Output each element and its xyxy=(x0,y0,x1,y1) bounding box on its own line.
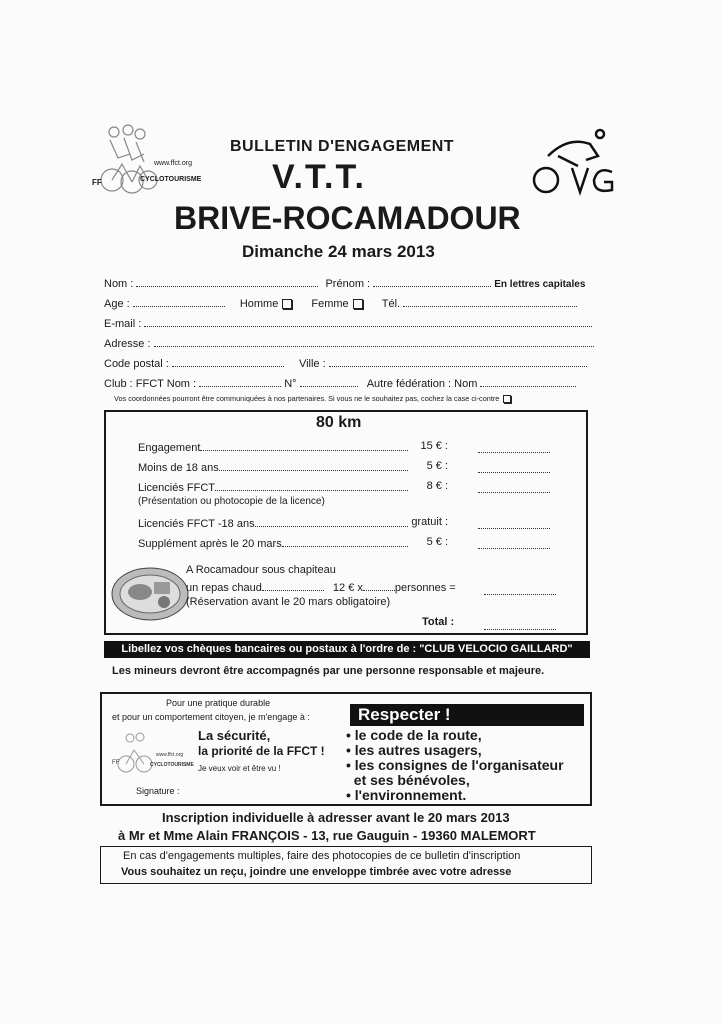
cheques-bar: Libellez vos chèques bancaires ou postaux à l'ordre de : "CLUB VELOCIO GAILLARD" xyxy=(104,641,590,658)
footer-line2: à Mr et Mme Alain FRANÇOIS - 13, rue Gauguin - 19360 MALEMORT xyxy=(118,828,536,843)
prenom-field[interactable] xyxy=(373,276,491,287)
svg-text:www.ffct.org: www.ffct.org xyxy=(156,752,184,758)
partners-note: Vos coordonnées pourront être communiquées à nos partenaires. Si vous ne le souhaitez pas, cochez la case ci-contre xyxy=(114,394,500,403)
price-label: Supplément après le 20 mars xyxy=(138,538,282,550)
charter-intro2: et pour un comportement citoyen, je m'engage à : xyxy=(112,712,310,722)
svg-text:FF: FF xyxy=(112,760,120,766)
partners-checkbox[interactable] xyxy=(503,395,511,403)
meal-amount-field[interactable] xyxy=(484,584,556,595)
ffct-small-logo-icon xyxy=(112,730,202,774)
price-label: Licenciés FFCT xyxy=(138,482,216,494)
email-field[interactable] xyxy=(144,316,592,327)
price-label: Licenciés FFCT -18 ans xyxy=(138,518,255,530)
capitales-note: En lettres capitales xyxy=(494,279,586,290)
club-row xyxy=(104,376,576,390)
price-value: 5 € : xyxy=(426,536,448,548)
club-label: Club : FFCT Nom : xyxy=(104,378,197,390)
email-row xyxy=(104,316,592,330)
ville-field[interactable] xyxy=(329,356,587,367)
nom-field[interactable] xyxy=(136,276,318,287)
price-amount-field[interactable] xyxy=(478,538,550,549)
vtt-title: V.T.T. xyxy=(272,158,366,196)
charter-intro1: Pour une pratique durable xyxy=(166,698,271,708)
email-label: E-mail : xyxy=(104,318,142,330)
total-label: Total : xyxy=(422,616,455,628)
adresse-label: Adresse : xyxy=(104,338,151,350)
tel-label: Tél. xyxy=(381,298,401,310)
cvg-logo-text xyxy=(528,126,530,127)
price-row xyxy=(138,480,578,494)
respecter-item: • les autres usagers, xyxy=(346,742,482,758)
ffct-url: www.ffct.org xyxy=(154,160,192,167)
price-dots xyxy=(200,440,408,451)
nom-row xyxy=(104,276,585,290)
price-dots xyxy=(219,460,408,471)
price-dots xyxy=(255,516,408,527)
price-amount-field[interactable] xyxy=(478,442,550,453)
homme-label: Homme xyxy=(239,298,279,310)
price-label: Moins de 18 ans xyxy=(138,462,219,474)
homme-checkbox[interactable] xyxy=(282,299,292,309)
svg-text:CYCLOTOURISME: CYCLOTOURISME xyxy=(150,762,194,768)
footer-box xyxy=(100,846,592,884)
price-amount-field[interactable] xyxy=(478,482,550,493)
price-value: 8 € : xyxy=(426,480,448,492)
recu-note: Vous souhaitez un reçu, joindre une enveloppe timbrée avec votre adresse xyxy=(121,866,512,878)
age-row xyxy=(104,296,577,310)
cp-row xyxy=(104,356,587,370)
nom-label: Nom : xyxy=(104,278,134,290)
meal-line2: un repas chaud xyxy=(186,582,262,594)
voir-note: Je veux voir et être vu ! xyxy=(198,764,281,773)
age-field[interactable] xyxy=(133,296,225,307)
licence-note: (Présentation ou photocopie de la licence) xyxy=(138,496,325,507)
cp-field[interactable] xyxy=(172,356,284,367)
price-row xyxy=(138,516,578,530)
price-row xyxy=(138,440,578,454)
distance-title: 80 km xyxy=(316,414,362,431)
signature-label: Signature : xyxy=(136,786,180,796)
price-value: 5 € : xyxy=(426,460,448,472)
respecter-item: • le code de la route, xyxy=(346,727,482,743)
price-value: 15 € : xyxy=(420,440,448,452)
meal-persons: personnes = xyxy=(394,582,456,594)
meal-line2-row xyxy=(186,580,456,594)
price-dots xyxy=(282,536,408,547)
securite-line2: la priorité de la FFCT ! xyxy=(198,744,325,758)
autre-label: Autre fédération : Nom xyxy=(366,378,478,390)
cp-label: Code postal : xyxy=(104,358,169,370)
ffct-name: CYCLOTOURISME xyxy=(140,176,202,183)
respecter-item: • l'environnement. xyxy=(346,787,467,803)
ville-label: Ville : xyxy=(298,358,326,370)
respecter-list xyxy=(346,728,564,803)
club-field[interactable] xyxy=(199,376,281,387)
respecter-item: • les consignes de l'organisateur xyxy=(346,757,564,773)
cyclists-icon xyxy=(100,124,160,196)
ffct-ff: FF xyxy=(92,178,102,187)
femme-label: Femme xyxy=(311,298,349,310)
price-row xyxy=(138,460,578,474)
meal-persons-field[interactable] xyxy=(363,580,395,591)
cyclist-logo-icon xyxy=(528,126,620,198)
event-title: BRIVE-ROCAMADOUR xyxy=(174,200,521,236)
meal-dots xyxy=(262,580,324,591)
autre-field[interactable] xyxy=(480,376,576,387)
price-value: gratuit : xyxy=(411,516,448,528)
meal-line1: A Rocamadour sous chapiteau xyxy=(186,564,336,576)
adresse-row xyxy=(104,336,594,350)
price-label: Engagement xyxy=(138,442,201,454)
tel-field[interactable] xyxy=(403,296,577,307)
age-label: Age : xyxy=(104,298,130,310)
femme-checkbox[interactable] xyxy=(353,299,363,309)
respecter-item: et ses bénévoles, xyxy=(346,772,470,788)
price-amount-field[interactable] xyxy=(478,518,550,529)
bulletin-title: BULLETIN D'ENGAGEMENT xyxy=(230,138,455,155)
footer-line1: Inscription individuelle à adresser avant le 20 mars 2013 xyxy=(162,810,510,825)
ffct-logo xyxy=(92,124,207,199)
prenom-label: Prénom : xyxy=(325,278,371,290)
numero-label: N° xyxy=(284,378,297,390)
pricing-box xyxy=(104,410,588,635)
numero-field[interactable] xyxy=(300,376,358,387)
partners-row xyxy=(114,394,511,403)
price-row xyxy=(138,536,578,550)
multi-note: En cas d'engagements multiples, faire des photocopies de ce bulletin d'inscription xyxy=(123,850,521,862)
respecter-banner: Respecter ! xyxy=(350,704,584,726)
meal-plate-icon xyxy=(110,562,190,624)
cvg-logo xyxy=(528,126,620,198)
minors-note: Les mineurs devront être accompagnés par une personne responsable et majeure. xyxy=(112,665,545,677)
meal-note: (Réservation avant le 20 mars obligatoire) xyxy=(186,596,391,608)
charter-box xyxy=(100,692,592,806)
price-amount-field[interactable] xyxy=(478,462,550,473)
securite-line1: La sécurité, xyxy=(198,728,271,743)
adresse-field[interactable] xyxy=(154,336,594,347)
meal-price: 12 € x xyxy=(332,582,363,594)
price-dots xyxy=(215,480,408,491)
event-date: Dimanche 24 mars 2013 xyxy=(242,242,435,261)
total-field[interactable] xyxy=(484,619,556,630)
